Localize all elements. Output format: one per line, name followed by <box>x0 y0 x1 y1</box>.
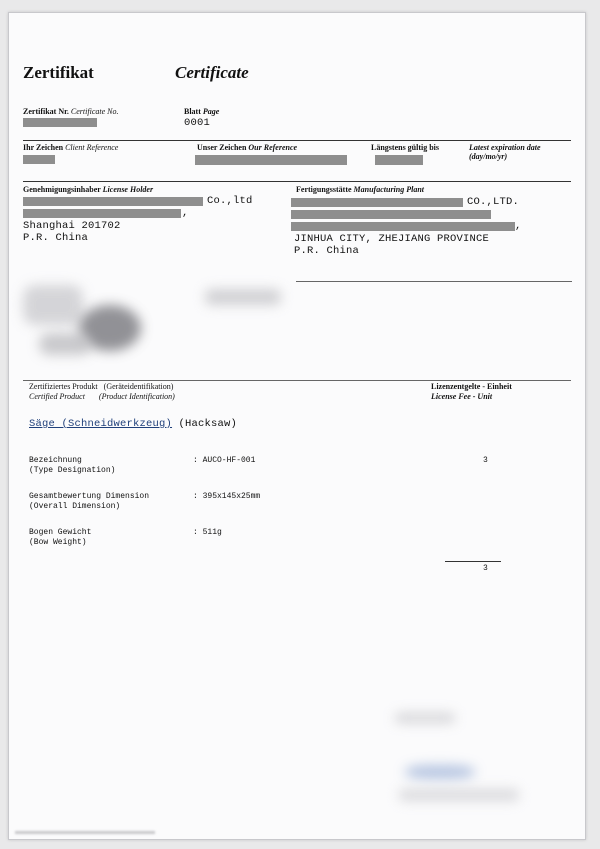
product-name: Säge (Schneidwerkzeug) (Hacksaw) <box>29 418 238 430</box>
item-type-fee: 3 <box>483 456 488 465</box>
item-weight-label: Bogen Gewicht (Bow Weight) <box>29 528 92 547</box>
blurred-signature <box>405 765 475 779</box>
page-value: 0001 <box>184 117 211 129</box>
title-de: Zertifikat <box>23 63 94 82</box>
fee-header-en: License Fee - Unit <box>431 392 493 401</box>
divider-2 <box>23 181 571 182</box>
client-ref-redaction <box>23 155 55 164</box>
holder-company-suffix: Co.,ltd <box>207 195 253 207</box>
expiry-label: Längstens gültig bis <box>371 143 440 152</box>
plant-address-comma: , <box>515 220 522 232</box>
plant-city: JINHUA CITY, ZHEJIANG PROVINCE <box>294 233 490 245</box>
blurred-stamp-text <box>395 713 455 723</box>
blurred-signature-text <box>399 789 519 801</box>
divider-3 <box>296 281 572 282</box>
blurred-logo-1 <box>23 285 83 325</box>
cert-no-label: Zertifikat Nr. Certificate No. <box>23 107 119 116</box>
item-type-value: : AUCO-HF-001 <box>193 456 256 465</box>
product-header-en: Certified Product (Product Identification) <box>29 392 175 401</box>
blurred-text <box>205 289 281 305</box>
footer-faint-text <box>15 831 155 834</box>
plant-address-redaction-1 <box>291 210 491 219</box>
expiry-redaction <box>375 155 423 165</box>
our-ref-redaction <box>195 155 347 165</box>
plant-company-suffix: CO.,LTD. <box>467 196 520 208</box>
our-ref-label: Unser Zeichen Our Reference <box>197 143 298 152</box>
fee-total-line <box>445 561 501 562</box>
divider-4 <box>23 380 571 381</box>
plant-label: Fertigungsstätte Manufacturing Plant <box>296 185 425 194</box>
holder-city: Shanghai 201702 <box>23 220 121 232</box>
blurred-logo-3 <box>39 333 91 355</box>
fee-total: 3 <box>483 564 488 573</box>
divider-1 <box>23 140 571 141</box>
certificate-page <box>8 12 586 840</box>
title-en: Certificate <box>175 63 249 82</box>
fee-header-de: Lizenzentgelte - Einheit <box>431 382 512 391</box>
item-weight-value: : 511g <box>193 528 222 537</box>
holder-label: Genehmigungsinhaber License Holder <box>23 185 154 194</box>
item-dimension-value: : 395x145x25mm <box>193 492 261 501</box>
holder-name-redaction <box>23 197 203 206</box>
holder-address-comma: , <box>182 207 189 219</box>
plant-country: P.R. China <box>294 245 360 257</box>
page-label: Blatt Page <box>184 107 220 116</box>
expiry-label-en: Latest expiration date (day/mo/yr) <box>469 143 541 161</box>
item-type-label: Bezeichnung (Type Designation) <box>29 456 116 475</box>
cert-no-redaction <box>23 118 97 127</box>
plant-name-redaction <box>291 198 463 207</box>
product-header-de: Zertifiziertes Produkt (Geräteidentifikation) <box>29 382 174 391</box>
holder-country: P.R. China <box>23 232 89 244</box>
client-ref-label: Ihr Zeichen Client Reference <box>23 143 119 152</box>
item-dimension-label: Gesamtbewertung Dimension (Overall Dimension) <box>29 492 150 511</box>
plant-address-redaction-2 <box>291 222 515 231</box>
holder-address-redaction <box>23 209 181 218</box>
